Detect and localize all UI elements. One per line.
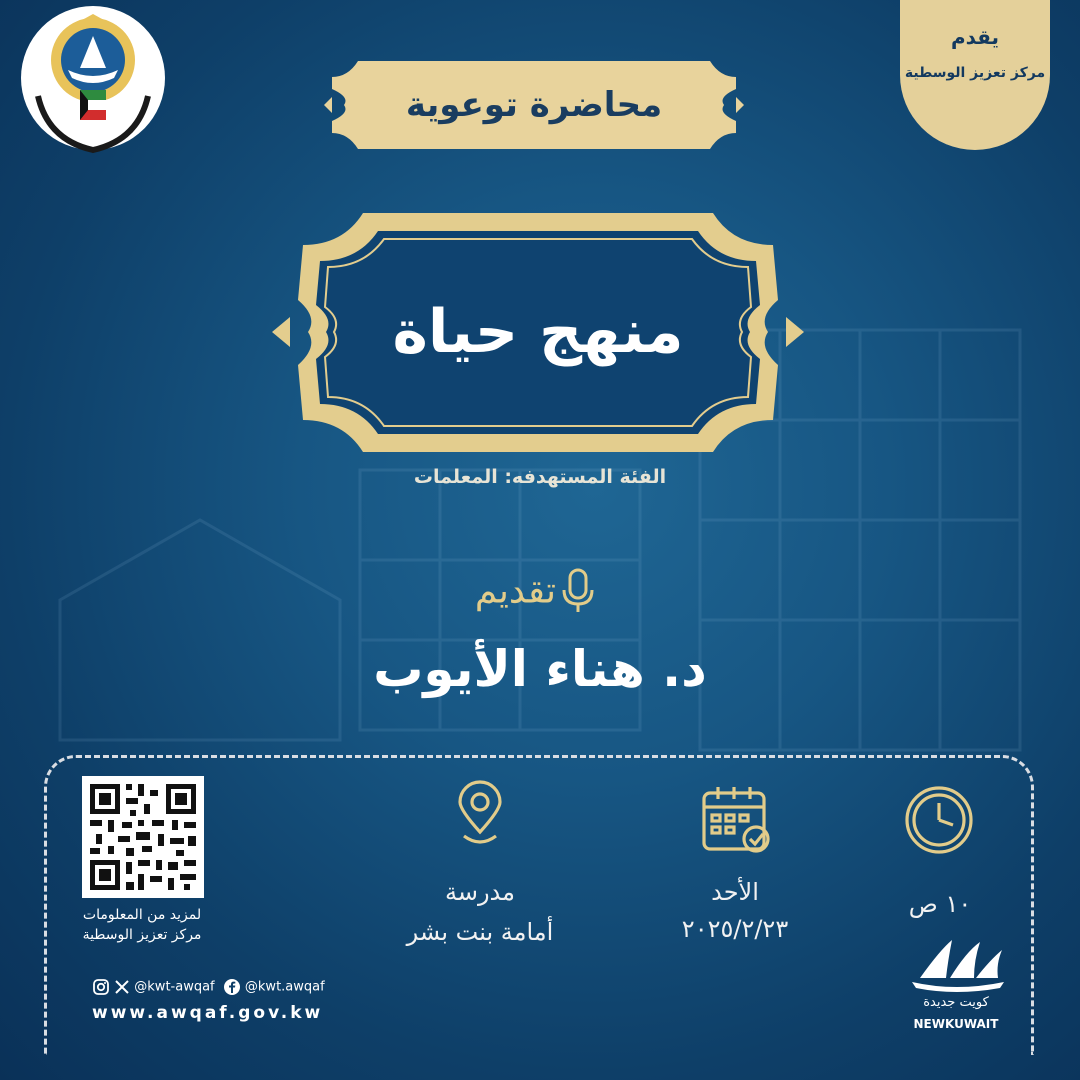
facebook-handle[interactable]: @kwt.awqaf	[244, 979, 325, 995]
date-value: ٢٠٢٥/٢/٢٣	[681, 915, 789, 943]
presenter-line2: مركز تعزيز الوسطية	[904, 65, 1046, 81]
qr-code[interactable]	[82, 776, 204, 898]
facebook-icon[interactable]	[223, 978, 241, 996]
newkuwait-text: NEWKUWAIT	[913, 1017, 999, 1031]
banner-label: محاضرة توعوية	[405, 85, 663, 125]
speaker-heading	[380, 568, 700, 618]
more-info-line1: لمزيد من المعلومات	[82, 907, 202, 923]
location-pin-icon	[450, 780, 510, 852]
speaker-label: تقديم	[474, 570, 556, 612]
calendar-icon	[700, 783, 772, 855]
day-value: الأحد	[711, 878, 759, 906]
target-audience: الفئة المستهدفه: المعلمات	[413, 466, 667, 488]
presenter-line1: يقدم	[950, 25, 1000, 49]
ministry-logo	[18, 0, 168, 160]
website-link[interactable]: www.awqaf.gov.kw	[92, 1003, 324, 1023]
x-handle[interactable]: @kwt-awqaf	[134, 979, 215, 995]
lecture-title: منهج حياة	[392, 297, 684, 367]
speaker-name: د. هناء الأيوب	[373, 640, 707, 698]
venue-line1: مدرسة	[444, 878, 516, 906]
newkuwait-logo	[900, 930, 1010, 1035]
venue-line2: أمامة بنت بشر	[406, 918, 554, 946]
time-value: ١٠ ص	[908, 890, 972, 918]
presenter-tab	[900, 0, 1050, 150]
clock-icon	[904, 785, 974, 855]
x-icon[interactable]	[114, 979, 130, 995]
microphone-icon	[561, 568, 595, 614]
newkuwait-arabic: كويت جديدة	[923, 995, 989, 1010]
more-info-line2: مركز تعزيز الوسطية	[82, 927, 202, 943]
instagram-icon[interactable]	[92, 978, 110, 996]
social-links	[92, 978, 352, 996]
more-info	[62, 905, 222, 945]
